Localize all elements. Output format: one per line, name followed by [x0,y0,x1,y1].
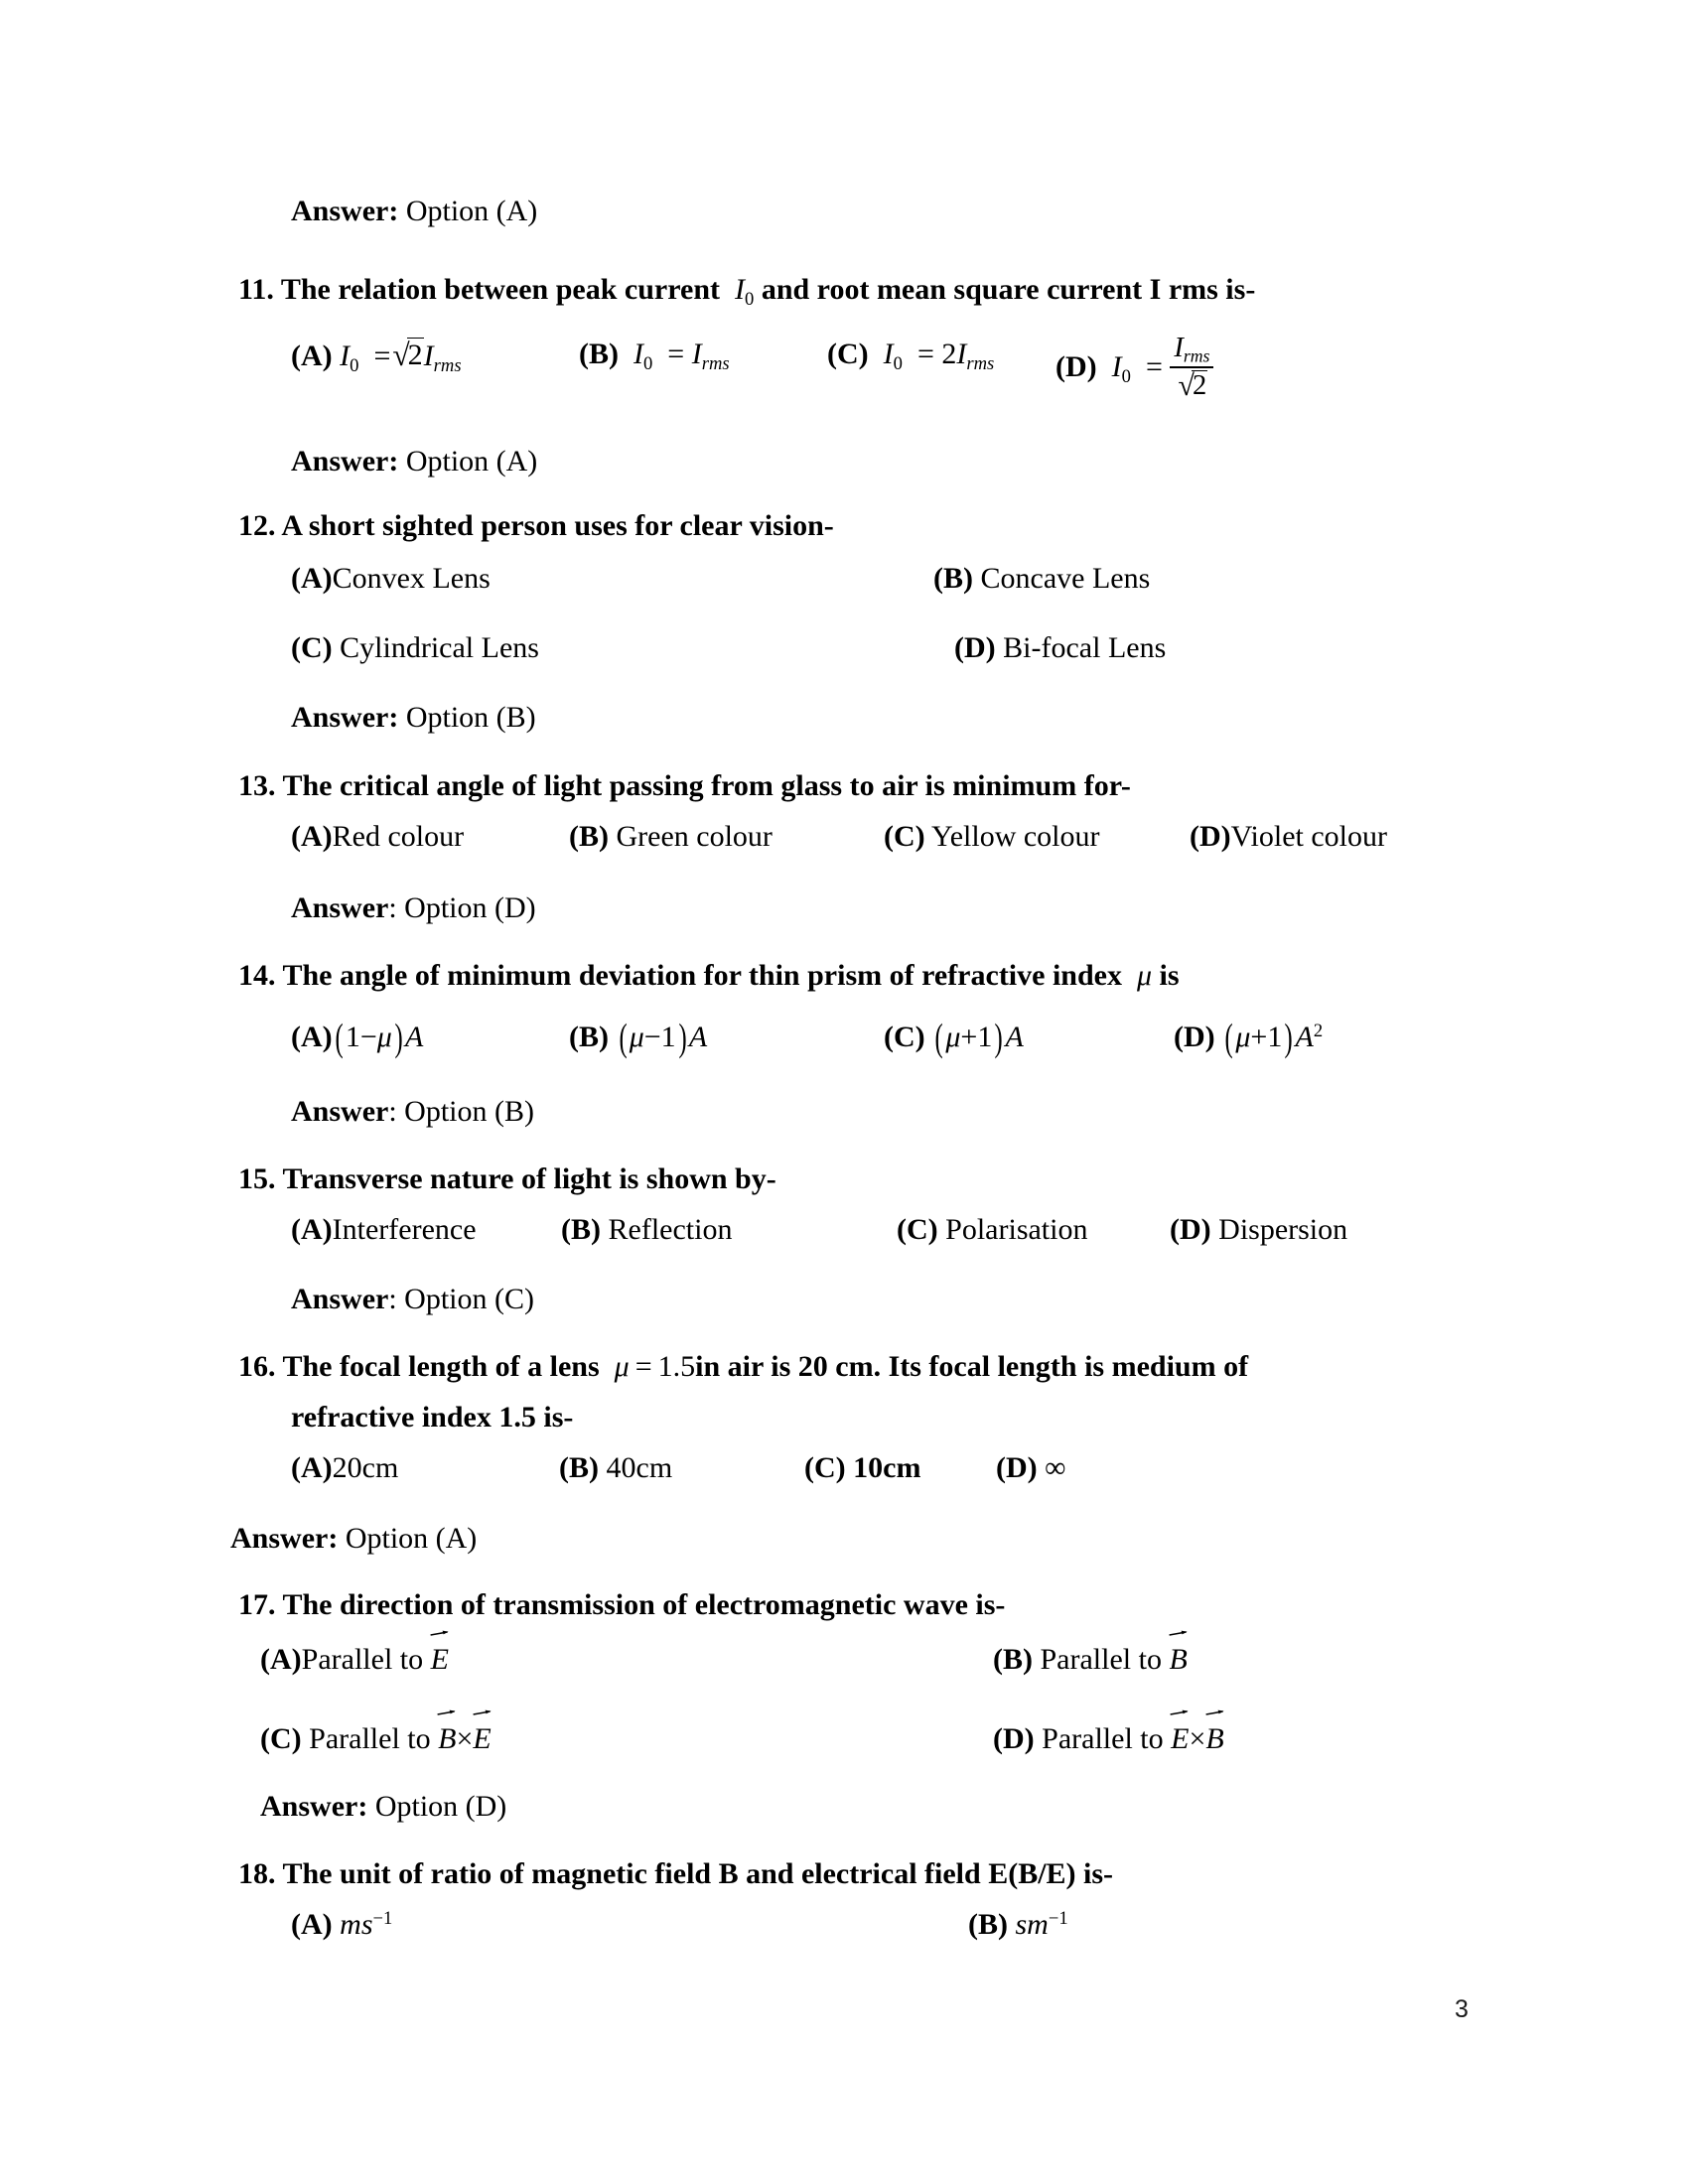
question-12-text [238,511,834,541]
option-17-c-label: (C) [260,1722,302,1755]
option-12-b-label: (B) [933,562,973,595]
option-17-d-text: Parallel to [1034,1722,1172,1755]
option-16-b[interactable] [559,1451,672,1485]
question-16-number: 16. [238,1350,276,1383]
option-17-c-text: Parallel to [301,1722,439,1755]
answer-label: Answer [291,1095,389,1128]
option-17-d[interactable]: (D) Parallel to E ×B [993,1720,1224,1756]
option-15-a[interactable] [291,1213,477,1247]
option-11-b-label: (B) [579,338,619,370]
option-17-b-label: (B) [993,1643,1033,1676]
option-12-b[interactable] [933,562,1150,596]
question-14-tail: is [1159,959,1180,992]
question-18-body: The unit of ratio of magnetic field B and electrical field E(B/E) is- [282,1857,1114,1890]
option-17-b[interactable] [993,1641,1188,1677]
answer-value: Option (A) [398,445,538,478]
vector-arrow-icon [472,1708,492,1718]
option-12-c-text: Cylindrical Lens [332,631,539,664]
option-12-c-label: (C) [291,631,333,664]
answer-value: Option (A) [398,195,538,227]
option-11-d-math: I0 = $\frac{I_{rms}}{√2}$ [1104,350,1213,383]
question-18-number: 18. [238,1857,276,1890]
question-12-number: 12. [238,509,276,542]
answer-label: Answer: [230,1522,339,1555]
vector-e-icon: E [473,1720,491,1756]
option-15-b[interactable] [561,1213,732,1247]
answer-label: Answer [291,891,389,924]
question-14-body: The angle of minimum deviation for thin prism of refractive index [282,959,1122,992]
question-17-text [238,1590,1005,1620]
answer-line-q12 [291,701,536,735]
option-14-c-label: (C) [884,1021,925,1054]
option-12-a-label: (A) [291,562,333,595]
option-11-b[interactable] [579,338,730,375]
question-11-text [238,275,1255,310]
vector-b-icon: B [1205,1720,1223,1756]
option-16-d[interactable] [996,1451,1066,1485]
vector-arrow-icon [1204,1708,1224,1718]
option-17-a-label: (A) [260,1643,302,1676]
option-14-b-math: (μ−1)A [619,1016,708,1059]
option-16-b-label: (B) [559,1451,599,1484]
answer-label: Answer: [291,701,399,734]
option-18-a-math: $ms^{-1}$ [340,1908,393,1942]
option-13-b-label: (B) [569,820,609,853]
option-13-c[interactable] [884,820,1100,854]
option-11-a-math: $I0 =√2I_{rms}$ [340,338,462,376]
answer-line-q14 [291,1095,534,1129]
answer-line-q16 [230,1522,477,1556]
answer-line-q15 [291,1283,534,1316]
page-number: 3 [1455,1995,1469,2023]
option-12-c[interactable] [291,631,539,665]
option-12-d-label: (D) [954,631,996,664]
question-12-body: A short sighted person uses for clear vision- [281,509,834,542]
option-14-d-math: $(\mu+1)A^2$ [1224,1016,1324,1059]
answer-line-q13 [291,891,536,925]
option-12-a[interactable] [291,562,491,596]
question-18-text [238,1859,1113,1889]
option-16-d-text: ∞ [1037,1451,1066,1484]
option-15-b-text: Reflection [601,1213,733,1246]
option-14-d-label: (D) [1174,1021,1215,1054]
option-12-d-text: Bi-focal Lens [995,631,1167,664]
option-13-d-text: Violet colour [1230,820,1387,853]
option-15-c-label: (C) [897,1213,938,1246]
answer-line-q10 [291,195,537,228]
option-12-b-text: Concave Lens [973,562,1151,595]
option-14-a-math: (1−μ)A [335,1016,424,1059]
question-15-body: Transverse nature of light is shown by- [282,1162,776,1195]
option-15-a-label: (A) [291,1213,333,1246]
answer-value: : Option (C) [388,1283,534,1315]
question-17-body: The direction of transmission of electromagnetic wave is- [282,1588,1006,1621]
option-11-b-math: $I0 = I_{rms}$ [633,338,730,374]
question-11-body: The relation between peak current [280,273,721,306]
answer-value: Option (D) [367,1790,507,1823]
question-16-body-line2: refractive index 1.5 is- [291,1401,574,1433]
option-15-b-label: (B) [561,1213,601,1246]
vector-arrow-icon [429,1629,449,1639]
option-15-c-text: Polarisation [937,1213,1088,1246]
question-17-number: 17. [238,1588,276,1621]
option-13-b[interactable] [569,820,773,854]
option-18-a[interactable] [291,1908,392,1942]
option-13-d-label: (D) [1190,820,1231,853]
question-13-body: The critical angle of light passing from glass to air is minimum for- [282,769,1131,802]
option-13-d[interactable] [1190,820,1387,854]
option-12-a-text: Convex Lens [332,562,491,595]
option-15-a-text: Interference [332,1213,477,1246]
option-13-a-text: Red colour [332,820,465,853]
option-16-c-text: 10cm [845,1451,921,1484]
option-13-c-label: (C) [884,820,925,853]
answer-label: Answer: [260,1790,368,1823]
option-11-c-math: $I0 = 2I_{rms}$ [883,338,995,374]
question-15-number: 15. [238,1162,276,1195]
option-17-a[interactable] [260,1641,449,1677]
question-16-text-line2 [291,1403,573,1433]
option-14-b[interactable] [569,1015,707,1060]
option-18-b-math: $sm^{-1}$ [1015,1908,1068,1942]
option-17-c[interactable]: (C) Parallel to B ×E [260,1720,492,1756]
question-14-number: 14. [238,959,276,992]
question-11-symbol: I [735,273,746,306]
answer-value: Option (A) [338,1522,478,1555]
question-14-symbol: μ [1136,959,1153,992]
option-13-b-text: Green colour [609,820,773,853]
answer-label: Answer [291,1283,389,1315]
option-15-d-label: (D) [1170,1213,1211,1246]
answer-value: : Option (D) [388,891,536,924]
option-15-d[interactable] [1170,1213,1347,1247]
question-16-body-b: in air is 20 cm. Its focal length is medium of [695,1350,1249,1383]
question-11-number: 11. [238,273,274,306]
option-16-c[interactable] [804,1451,920,1485]
option-17-d-label: (D) [993,1722,1035,1755]
option-13-a[interactable] [291,820,464,854]
option-14-c-math: (μ+1)A [934,1016,1024,1059]
question-11-symbol-sub: 0 [745,288,755,310]
option-14-b-label: (B) [569,1021,609,1054]
option-16-a[interactable] [291,1451,398,1485]
answer-line-q11 [291,445,537,478]
option-14-a[interactable] [291,1015,423,1060]
option-11-d-label: (D) [1055,350,1097,384]
option-14-c[interactable] [884,1015,1024,1060]
vector-e-icon: E [431,1641,449,1677]
question-16-text-line1: 16. The focal length of a lens μ = 1.5in air is 20 cm. Its focal length is medium of [238,1350,1249,1383]
vector-b-icon: B [438,1720,456,1756]
option-11-c[interactable] [827,338,994,375]
option-14-a-label: (A) [291,1021,333,1054]
question-16-body-a: The focal length of a lens [282,1350,600,1383]
option-16-a-text: 20cm [332,1451,399,1484]
option-11-c-label: (C) [827,338,869,370]
question-15-text [238,1164,776,1194]
option-13-a-label: (A) [291,820,333,853]
answer-label: Answer: [291,195,399,227]
question-14-text [238,961,1180,991]
option-16-d-label: (D) [996,1451,1038,1484]
option-13-c-text: Yellow colour [924,820,1100,853]
option-16-b-text: 40cm [599,1451,673,1484]
question-13-number: 13. [238,769,276,802]
vector-b-icon: B [1169,1641,1187,1677]
option-17-a-text: Parallel to [301,1643,431,1676]
vector-arrow-icon [1168,1629,1188,1639]
option-11-a[interactable] [291,338,462,377]
answer-value: Option (B) [398,701,536,734]
option-14-d[interactable] [1174,1015,1323,1060]
vector-arrow-icon [437,1708,457,1718]
answer-value: : Option (B) [388,1095,534,1128]
option-18-b-label: (B) [968,1908,1008,1942]
question-13-text [238,771,1131,801]
option-11-a-label: (A) [291,340,333,372]
option-16-a-label: (A) [291,1451,333,1484]
option-15-c[interactable] [897,1213,1087,1247]
answer-label: Answer: [291,445,399,478]
vector-e-icon: E [1171,1720,1189,1756]
option-16-c-label: (C) [804,1451,846,1484]
option-15-d-text: Dispersion [1210,1213,1348,1246]
option-18-a-label: (A) [291,1908,333,1942]
option-17-b-text: Parallel to [1033,1643,1170,1676]
option-12-d[interactable] [954,631,1166,665]
option-18-b[interactable] [968,1908,1068,1942]
option-11-d[interactable] [1055,333,1213,404]
vector-arrow-icon [1170,1708,1190,1718]
question-11-tail: and root mean square current I rms is- [761,273,1256,306]
answer-line-q17 [260,1790,506,1824]
